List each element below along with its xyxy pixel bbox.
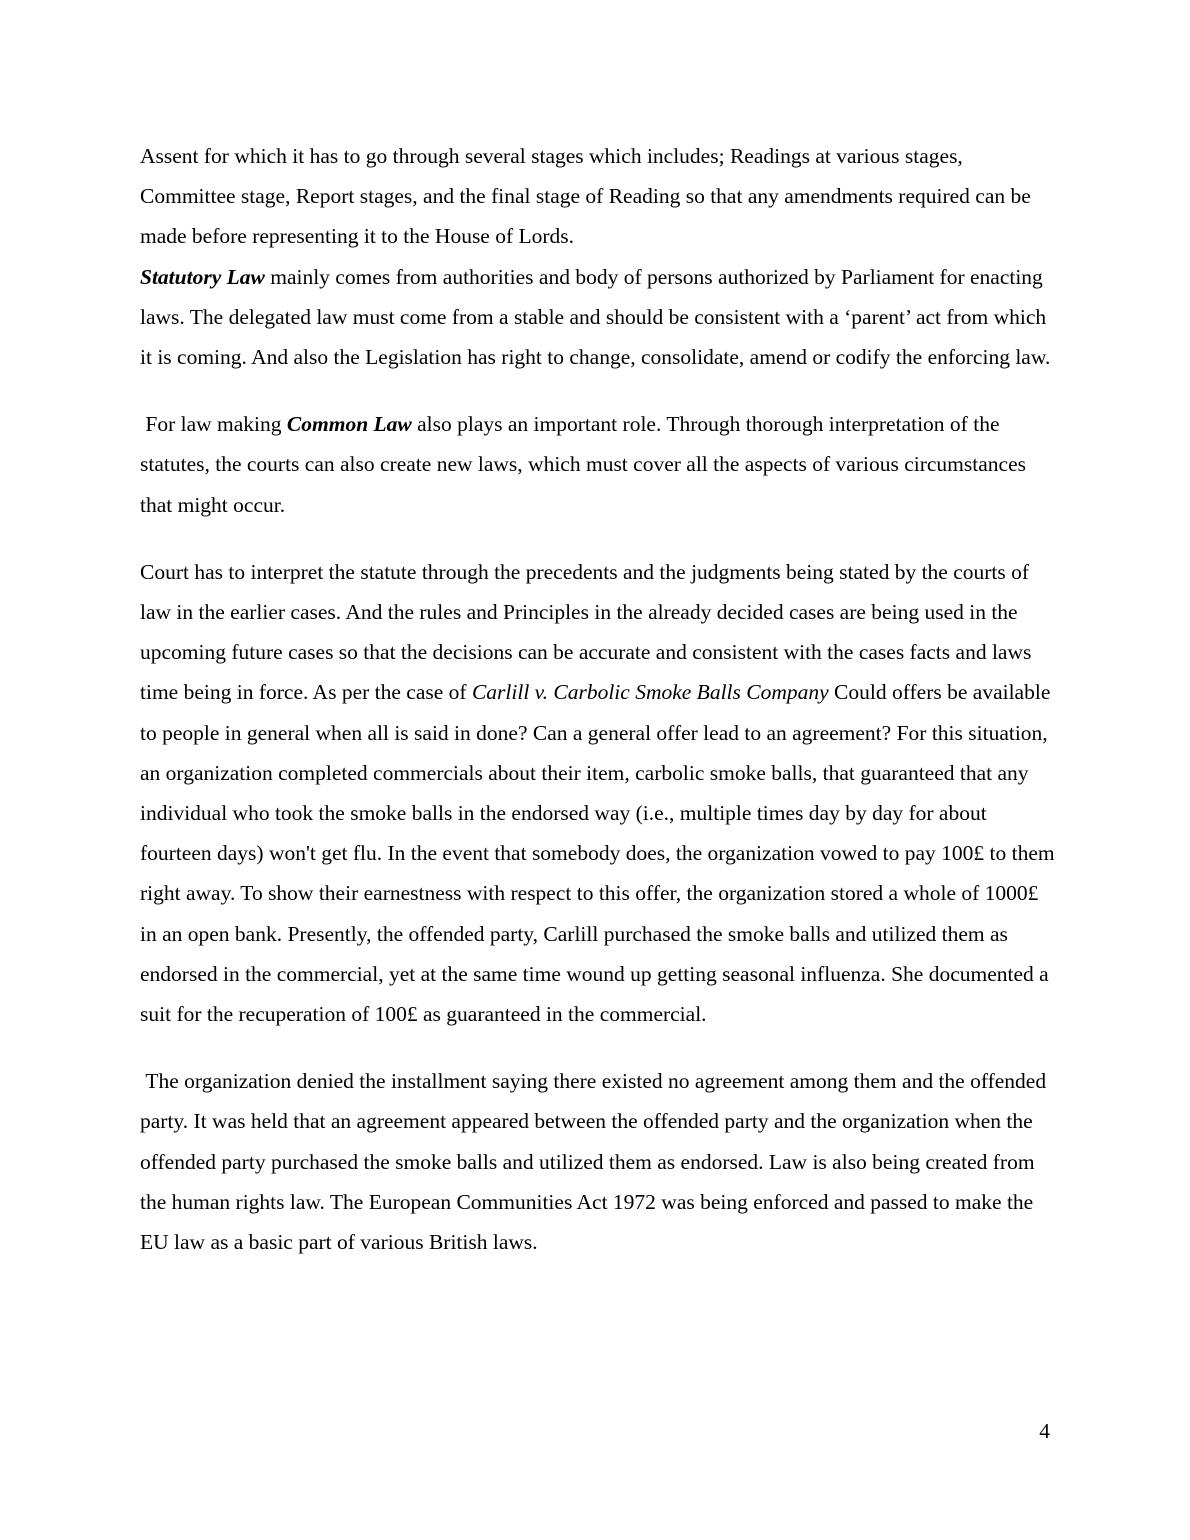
case-name-carlill: Carlill v. Carbolic Smoke Balls Company — [471, 680, 829, 705]
paragraph-text: Assent for which it has to go through several stages which includes; Readings at various stages, Committee stage, Report stages, and the final stage of Reading so that any amendments required can be made before representing it to the House of Lords. — [140, 144, 1031, 249]
paragraph-organization-denied — [140, 1061, 1060, 1262]
paragraph-assent — [140, 136, 1060, 257]
paragraph-statutory-law — [140, 257, 1060, 378]
paragraph-common-law — [140, 404, 1060, 525]
document-body — [140, 136, 1060, 1262]
term-statutory-law: Statutory Law — [140, 264, 265, 289]
paragraph-text: For law making — [140, 412, 287, 437]
paragraph-text: mainly comes from authorities and body of persons authorized by Parliament for enacting laws. The delegated law must come from a stable and should be consistent with a ‘parent’ act from which it is coming. And also the Legislation has right to change, consolidate, amend or codify the enforcing law. — [140, 264, 1051, 370]
paragraph-text: Court has to interpret the statute through the precedents and the judgments being stated by the courts of law in the earlier cases. And the rules and Principles in the already decided cases are being used in the upcoming future cases so that the decisions can be accurate and consistent with the cases facts and laws time being in force. As per the case of — [140, 559, 1032, 705]
paragraph-court-interpretation — [140, 552, 1060, 1034]
paragraph-text: The organization denied the installment saying there existed no agreement among them and the offended party. It was held that an agreement appeared between the offended party and the organization when the offended party purchased the smoke balls and utilized them as endorsed. Law is also being created from the human rights law. The European Communities Act 1972 was being enforced and passed to make the EU law as a basic part of various British laws. — [140, 1069, 1052, 1255]
page-number: 4 — [1039, 1419, 1050, 1443]
paragraph-text: Could offers be available to people in general when all is said in done? Can a general offer lead to an agreement? For this situation, an organization completed commercials about their item, carbolic smoke balls, that guaranteed that any individual who took the smoke balls in the endorsed way (i.e., multiple times day by day for about fourteen days) won't get flu. In the event that somebody does, the organization vowed to pay 100£ to them right away. To show their earnestness with respect to this offer, the organization stored a whole of 1000£ in an open bank. Presently, the offended party, Carlill purchased the smoke balls and utilized them as endorsed in the commercial, yet at the same time wound up getting seasonal influenza. She documented a suit for the recuperation of 100£ as guaranteed in the commercial. — [140, 680, 1055, 1027]
paragraph-text: also plays an important role. Through thorough interpretation of the statutes, the courts can also create new laws, which must cover all the aspects of various circumstances that might occur. — [140, 412, 1026, 517]
term-common-law: Common Law — [286, 412, 412, 437]
